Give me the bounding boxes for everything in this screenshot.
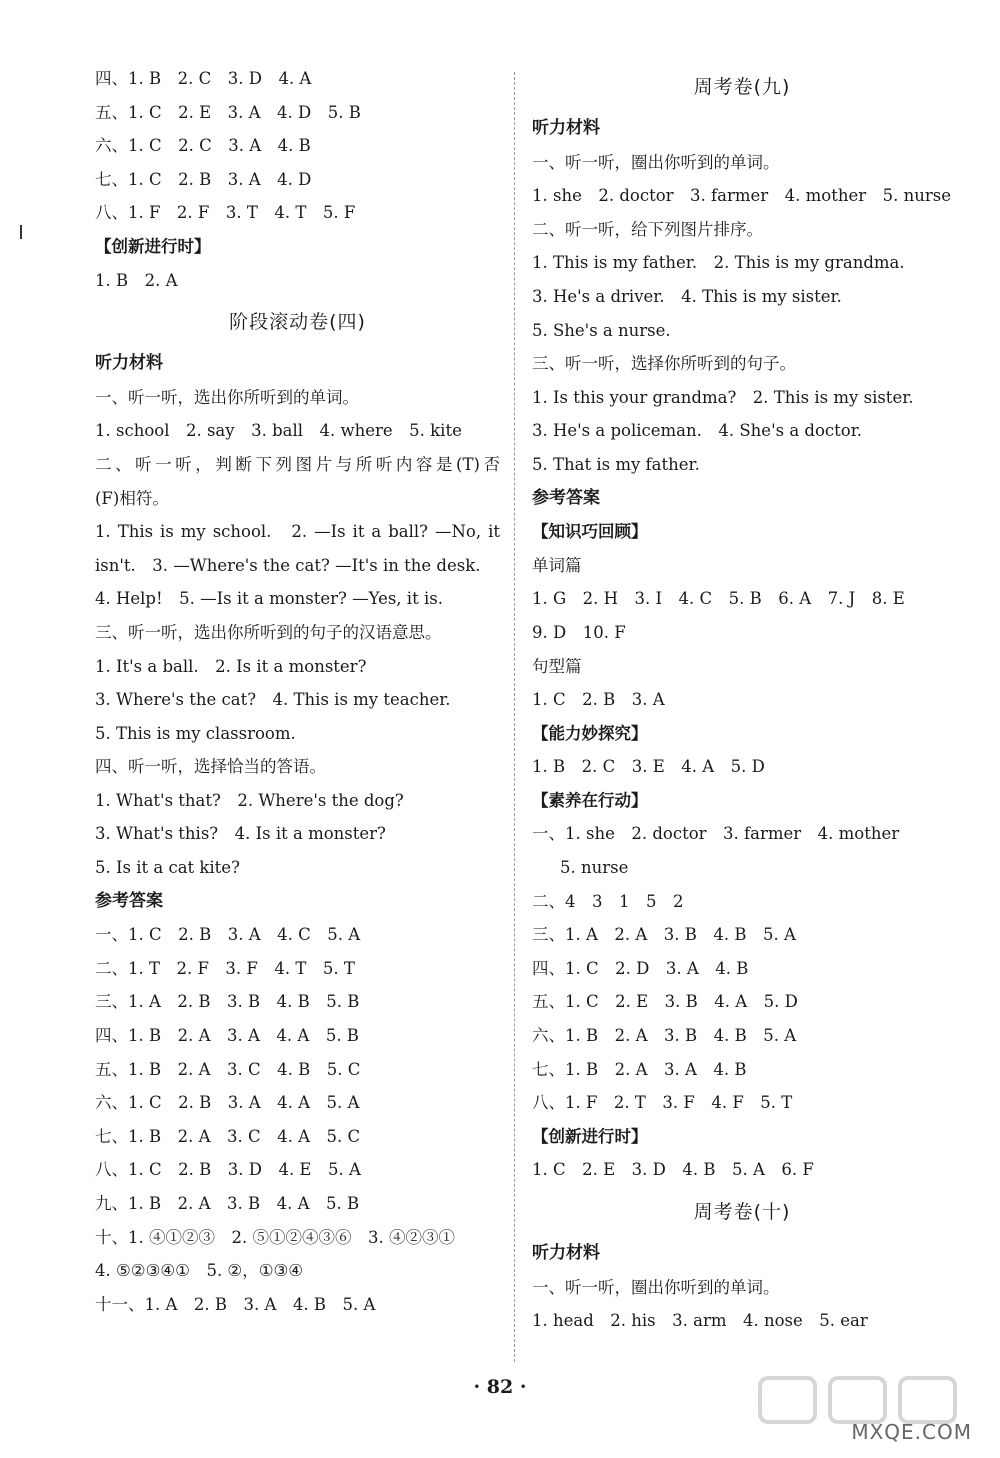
left-line-35: 4. ⑤②③④① 5. ②，①③④ — [95, 1261, 304, 1281]
right-line-22: 一、1. she 2. doctor 3. farmer 4. mother — [532, 824, 900, 844]
left-line-25: 一、1. C 2. B 3. A 4. C 5. A — [95, 925, 361, 945]
right-line-8: 三、听一听，选择你所听到的句子。 — [532, 354, 796, 374]
left-line-23: 5. Is it a cat kite? — [95, 858, 240, 878]
right-line-3: 1. she 2. doctor 3. farmer 4. mother 5. nurse — [532, 186, 951, 206]
right-title-33: 周考卷(十) — [693, 1201, 791, 1223]
left-heading-24: 参考答案 — [95, 890, 163, 911]
left-line-22: 3. What's this? 4. Is it a monster? — [95, 824, 386, 844]
left-heading-8: 听力材料 — [95, 353, 163, 374]
left-line-1: 五、1. C 2. E 3. A 4. D 5. B — [95, 102, 361, 122]
left-line-28: 四、1. B 2. A 3. A 4. A 5. B — [95, 1026, 359, 1046]
right-line-10: 3. He's a policeman. 4. She's a doctor. — [532, 421, 863, 441]
right-line-18: 1. C 2. B 3. A — [532, 690, 665, 710]
left-line-18: 3. Where's the cat? 4. This is my teacher. — [95, 690, 451, 710]
left-line-0: 四、1. B 2. C 3. D 4. A — [95, 69, 312, 88]
right-line-28: 六、1. B 2. A 3. B 4. B 5. A — [532, 1026, 797, 1046]
right-line-5: 1. This is my father. 2. This is my grandma. — [532, 253, 905, 273]
left-line-3: 七、1. C 2. B 3. A 4. D — [95, 169, 312, 189]
right-line-2: 一、听一听，圈出你听到的单词。 — [532, 152, 780, 172]
left-line-16: 三、听一听，选出你所听到的句子的汉语意思。 — [95, 622, 442, 642]
right-heading-12: 参考答案 — [532, 487, 600, 508]
left-line-2: 六、1. C 2. C 3. A 4. B — [95, 136, 311, 156]
right-line-32: 1. C 2. E 3. D 4. B 5. A 6. F — [532, 1160, 814, 1180]
right-bracket-19: 【能力妙探究】 — [532, 723, 648, 743]
left-line-15: 4. Help! 5. —Is it a monster? —Yes, it is. — [95, 589, 443, 609]
right-bracket-13: 【知识巧回顾】 — [532, 522, 648, 542]
right-line-30: 八、1. F 2. T 3. F 4. F 5. T — [532, 1093, 793, 1113]
right-line-36: 1. head 2. his 3. arm 4. nose 5. ear — [532, 1311, 868, 1331]
right-line-27: 五、1. C 2. E 3. B 4. A 5. D — [532, 992, 798, 1012]
left-line-14: isn't. 3. —Where's the cat? —It's in the desk. — [95, 555, 481, 575]
left-line-27: 三、1. A 2. B 3. B 4. B 5. B — [95, 992, 360, 1012]
right-line-17: 句型篇 — [532, 656, 582, 676]
right-heading-1: 听力材料 — [532, 118, 600, 138]
right-line-14: 单词篇 — [532, 555, 582, 575]
right-line-15: 1. G 2. H 3. I 4. C 5. B 6. A 7. J 8. E — [532, 589, 905, 609]
right-indent-23: 5. nurse — [560, 858, 629, 878]
left-title-7: 阶段滚动卷(四) — [229, 311, 366, 334]
right-line-9: 1. Is this your grandma? 2. This is my sister. — [532, 387, 914, 407]
right-line-7: 5. She's a nurse. — [532, 320, 671, 340]
right-line-20: 1. B 2. C 3. E 4. A 5. D — [532, 757, 765, 777]
right-line-29: 七、1. B 2. A 3. A 4. B — [532, 1059, 747, 1079]
right-bracket-31: 【创新进行时】 — [532, 1126, 648, 1146]
left-line-34: 十、1. ④①②③ 2. ⑤①②④③⑥ 3. ④②③① — [95, 1227, 455, 1247]
left-line-31: 七、1. B 2. A 3. C 4. A 5. C — [95, 1126, 361, 1146]
left-column — [95, 62, 500, 1321]
right-line-26: 四、1. C 2. D 3. A 4. B — [532, 958, 749, 978]
right-column — [532, 62, 952, 1338]
left-line-19: 5. This is my classroom. — [95, 723, 296, 743]
left-line-17: 1. It's a ball. 2. Is it a monster? — [95, 656, 367, 676]
right-line-4: 二、听一听，给下列图片排序。 — [532, 219, 763, 239]
page-number: · 82 · — [473, 1376, 527, 1398]
left-line-20: 四、听一听，选择恰当的答语。 — [95, 757, 326, 777]
left-line-4: 八、1. F 2. F 3. T 4. T 5. F — [95, 203, 356, 223]
left-line-30: 六、1. C 2. B 3. A 4. A 5. A — [95, 1093, 360, 1113]
left-line-32: 八、1. C 2. B 3. D 4. E 5. A — [95, 1160, 361, 1180]
right-bracket-21: 【素养在行动】 — [532, 790, 648, 810]
right-line-24: 二、4 3 1 5 2 — [532, 891, 684, 911]
left-line-12: (F)相符。 — [95, 488, 169, 508]
left-line-26: 二、1. T 2. F 3. F 4. T 5. T — [95, 958, 355, 978]
left-line-29: 五、1. B 2. A 3. C 4. B 5. C — [95, 1059, 361, 1079]
left-wrapline-11: 二、听一听，判断下列图片与所听内容是(T)否 — [95, 454, 500, 474]
column-divider — [514, 72, 515, 1362]
right-line-25: 三、1. A 2. A 3. B 4. B 5. A — [532, 925, 796, 945]
left-line-9: 一、听一听，选出你所听到的单词。 — [95, 387, 359, 407]
right-heading-34: 听力材料 — [532, 1243, 600, 1263]
left-line-6: 1. B 2. A — [95, 270, 178, 290]
left-line-21: 1. What's that? 2. Where's the dog? — [95, 790, 404, 810]
right-line-35: 一、听一听，圈出你听到的单词。 — [532, 1277, 780, 1297]
left-line-10: 1. school 2. say 3. ball 4. where 5. kite — [95, 421, 462, 441]
left-line-33: 九、1. B 2. A 3. B 4. A 5. B — [95, 1194, 360, 1213]
right-line-6: 3. He's a driver. 4. This is my sister. — [532, 286, 842, 306]
left-line-36: 十一、1. A 2. B 3. A 4. B 5. A — [95, 1294, 376, 1314]
margin-mark — [20, 225, 22, 239]
left-wrapline-13: 1. This is my school. 2. —Is it a ball? —No, it — [95, 522, 500, 542]
right-line-16: 9. D 10. F — [532, 622, 626, 642]
left-bracket-5: 【创新进行时】 — [95, 236, 211, 256]
right-title-0: 周考卷(九) — [693, 76, 791, 98]
watermark-text: MXQE.COM — [851, 1420, 972, 1444]
right-line-11: 5. That is my father. — [532, 454, 700, 474]
